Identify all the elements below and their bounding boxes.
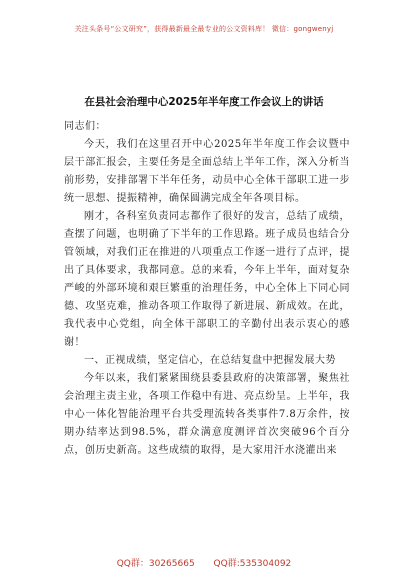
salutation: 同志们： [64, 121, 106, 132]
footer [0, 556, 408, 569]
footer-qq-group-2: QQ群:535304092 [213, 559, 292, 569]
footer-qq-group-1: QQ群：30265665 [116, 559, 195, 569]
paragraph-1: 今天，我们在这里召开中心2025年半年度工作会议暨中层干部汇报会，主要任务是全面总结上半年工作，深入分析当前形势，安排部署下半年任务，动员中心全体干部职工进一步统一思想、提振精神，确保圆满完成全年各项目标。 [64, 139, 350, 204]
paragraph-2: 刚才，各科室负责同志都作了很好的发言，总结了成绩，查摆了问题，也明确了下半年的工作思路。班子成员也结合分管领域，对我们正在推进的八项重点工作逐一进行了点评，提出了具体要求，我都同意。总的来看，今年上半年，面对复杂严峻的外部环境和艰巨繁重的治理任务，中心全体上下同心同德、攻坚克难，推动各项工作取得了新进展、新成效。在此，我代表中心党组，向全体干部职工的辛勤付出表示衷心的感谢！ [64, 211, 350, 348]
document-title: 在县社会治理中心2025年半年度工作会议上的讲话 [84, 96, 324, 108]
paragraph-3: 今年以来，我们紧紧围绕县委县政府的决策部署，聚焦社会治理主责主业，各项工作稳中有进、亮点纷呈。上半年，我中心一体化智能治理平台共受理流转各类事件7.8万余件，按期办结率达到98.5%，群众满意度测评首次突破96个百分点，创历史新高。这些成绩的取得，是大家用汗水浇灌出来 [64, 373, 350, 456]
top-banner: 关注头条号“公文研究”，获得最新最全最专业的公文资料库！ 微信：gongwenyj [74, 25, 334, 33]
document-body [64, 118, 350, 460]
section-heading-1: 一、正视成绩，坚定信心，在总结复盘中把握发展大势 [84, 355, 336, 366]
